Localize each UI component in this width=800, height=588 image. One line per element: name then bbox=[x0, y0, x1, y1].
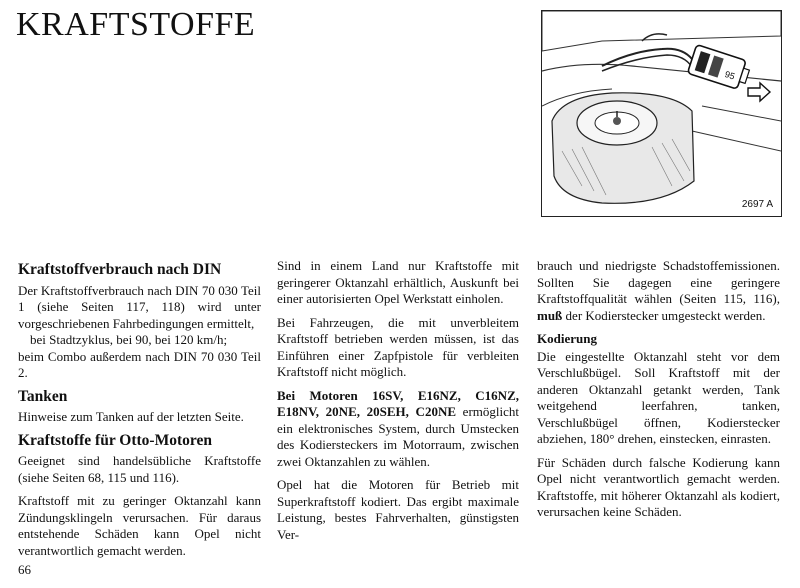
page-title: KRAFTSTOFFE bbox=[16, 6, 256, 43]
paragraph-col3-1 bbox=[537, 258, 780, 324]
paragraph-tanken: Hinweise zum Tanken auf der letzten Seite. bbox=[18, 409, 244, 424]
heading-kodierung: Kodierung bbox=[537, 331, 597, 346]
engine-bay-figure bbox=[541, 10, 782, 217]
engine-list: Bei Motoren 16SV, E16NZ, C16NZ, E18NV, 20NE, 20SEH, C20NE bbox=[277, 387, 519, 419]
figure-code: 2697 A bbox=[741, 199, 773, 210]
heading-verbrauch: Kraftstoffverbrauch nach DIN bbox=[18, 261, 222, 278]
paragraph-otto-1: Geeignet sind handelsübliche Kraftstoffe (siehe Seiten 68, 115 und 116). bbox=[18, 453, 261, 485]
paragraph-verbrauch-2: bei Stadtzyklus, bei 90, bei 120 km/h; bbox=[30, 332, 228, 347]
paragraph-col2-1: Sind in einem Land nur Kraftstoffe mit geringerer Oktanzahl erhältlich, Auskunft bei einer autorisierten Opel Werkstatt einholen. bbox=[277, 258, 519, 306]
column-2 bbox=[277, 258, 519, 550]
page-number: 66 bbox=[18, 562, 31, 577]
paragraph-col3-1-pre: brauch und niedrigste Schadstoffemissionen. Sollten Sie dagegen eine geringere Kraftstoffqualität wählen (Seiten 115, 116), bbox=[537, 258, 780, 306]
paragraph-verbrauch-1: Der Kraftstoffverbrauch nach DIN 70 030 Teil 1 (siehe Seiten 117, 118) wird unter vorgeschriebenen Fahrbedingungen ermittelt, bbox=[18, 282, 261, 331]
column-1 bbox=[18, 258, 261, 566]
arrow-right-icon bbox=[746, 81, 772, 103]
paragraph-col3-3: Für Schäden durch falsche Kodierung kann Opel nicht verantwortlich gemacht werden. Kraftstoffe, mit höherer Oktanzahl als kodiert, verursachen keine Schäden. bbox=[537, 454, 780, 519]
svg-text:95: 95 bbox=[723, 69, 737, 82]
paragraph-col2-4: Opel hat die Motoren für Betrieb mit Superkraftstoff kodiert. Das ergibt maximale Leistung, bestes Fahrverhalten, günstigsten Ver- bbox=[277, 477, 519, 542]
paragraph-otto-2: Kraftstoff mit zu geringer Oktanzahl kann Zündungsklingeln verursachen. Für daraus entstehende Schäden kann Opel nicht verantwortlich gemacht werden. bbox=[18, 493, 261, 558]
paragraph-col3-1-post: der Kodierstecker umgesteckt werden. bbox=[562, 307, 766, 323]
paragraph-verbrauch-3: beim Combo außerdem nach DIN 70 030 Teil 2. bbox=[18, 348, 261, 380]
heading-otto: Kraftstoffe für Otto-Motoren bbox=[18, 431, 212, 449]
heading-tanken: Tanken bbox=[18, 387, 68, 405]
paragraph-col3-2: Die eingestellte Oktanzahl steht vor dem Verschlußbügel. Soll Kraftstoff mit der anderen Oktanzahl getankt werden, Tank weitgehend leerfahren, tanken, Verschlußbügel öffnen, Kodierstecker abziehen, 180° drehen, einstecken, einrasten. bbox=[537, 348, 780, 446]
column-3 bbox=[537, 258, 780, 528]
paragraph-col2-3 bbox=[277, 388, 519, 471]
emphasis-muss: muß bbox=[537, 307, 563, 323]
paragraph-col2-2: Bei Fahrzeugen, die mit unverbleitem Kraftstoff betrieben werden müssen, ist das Einführen einer Zapfpistole für verbleiten Kraftstoff nicht möglich. bbox=[277, 314, 519, 379]
paragraph-col2-3-text: ermöglicht ein elektronisches System, durch Umstecken des Kodiersteckers im Motorraum, zwischen zwei Oktanzahlen zu wählen. bbox=[277, 404, 519, 469]
